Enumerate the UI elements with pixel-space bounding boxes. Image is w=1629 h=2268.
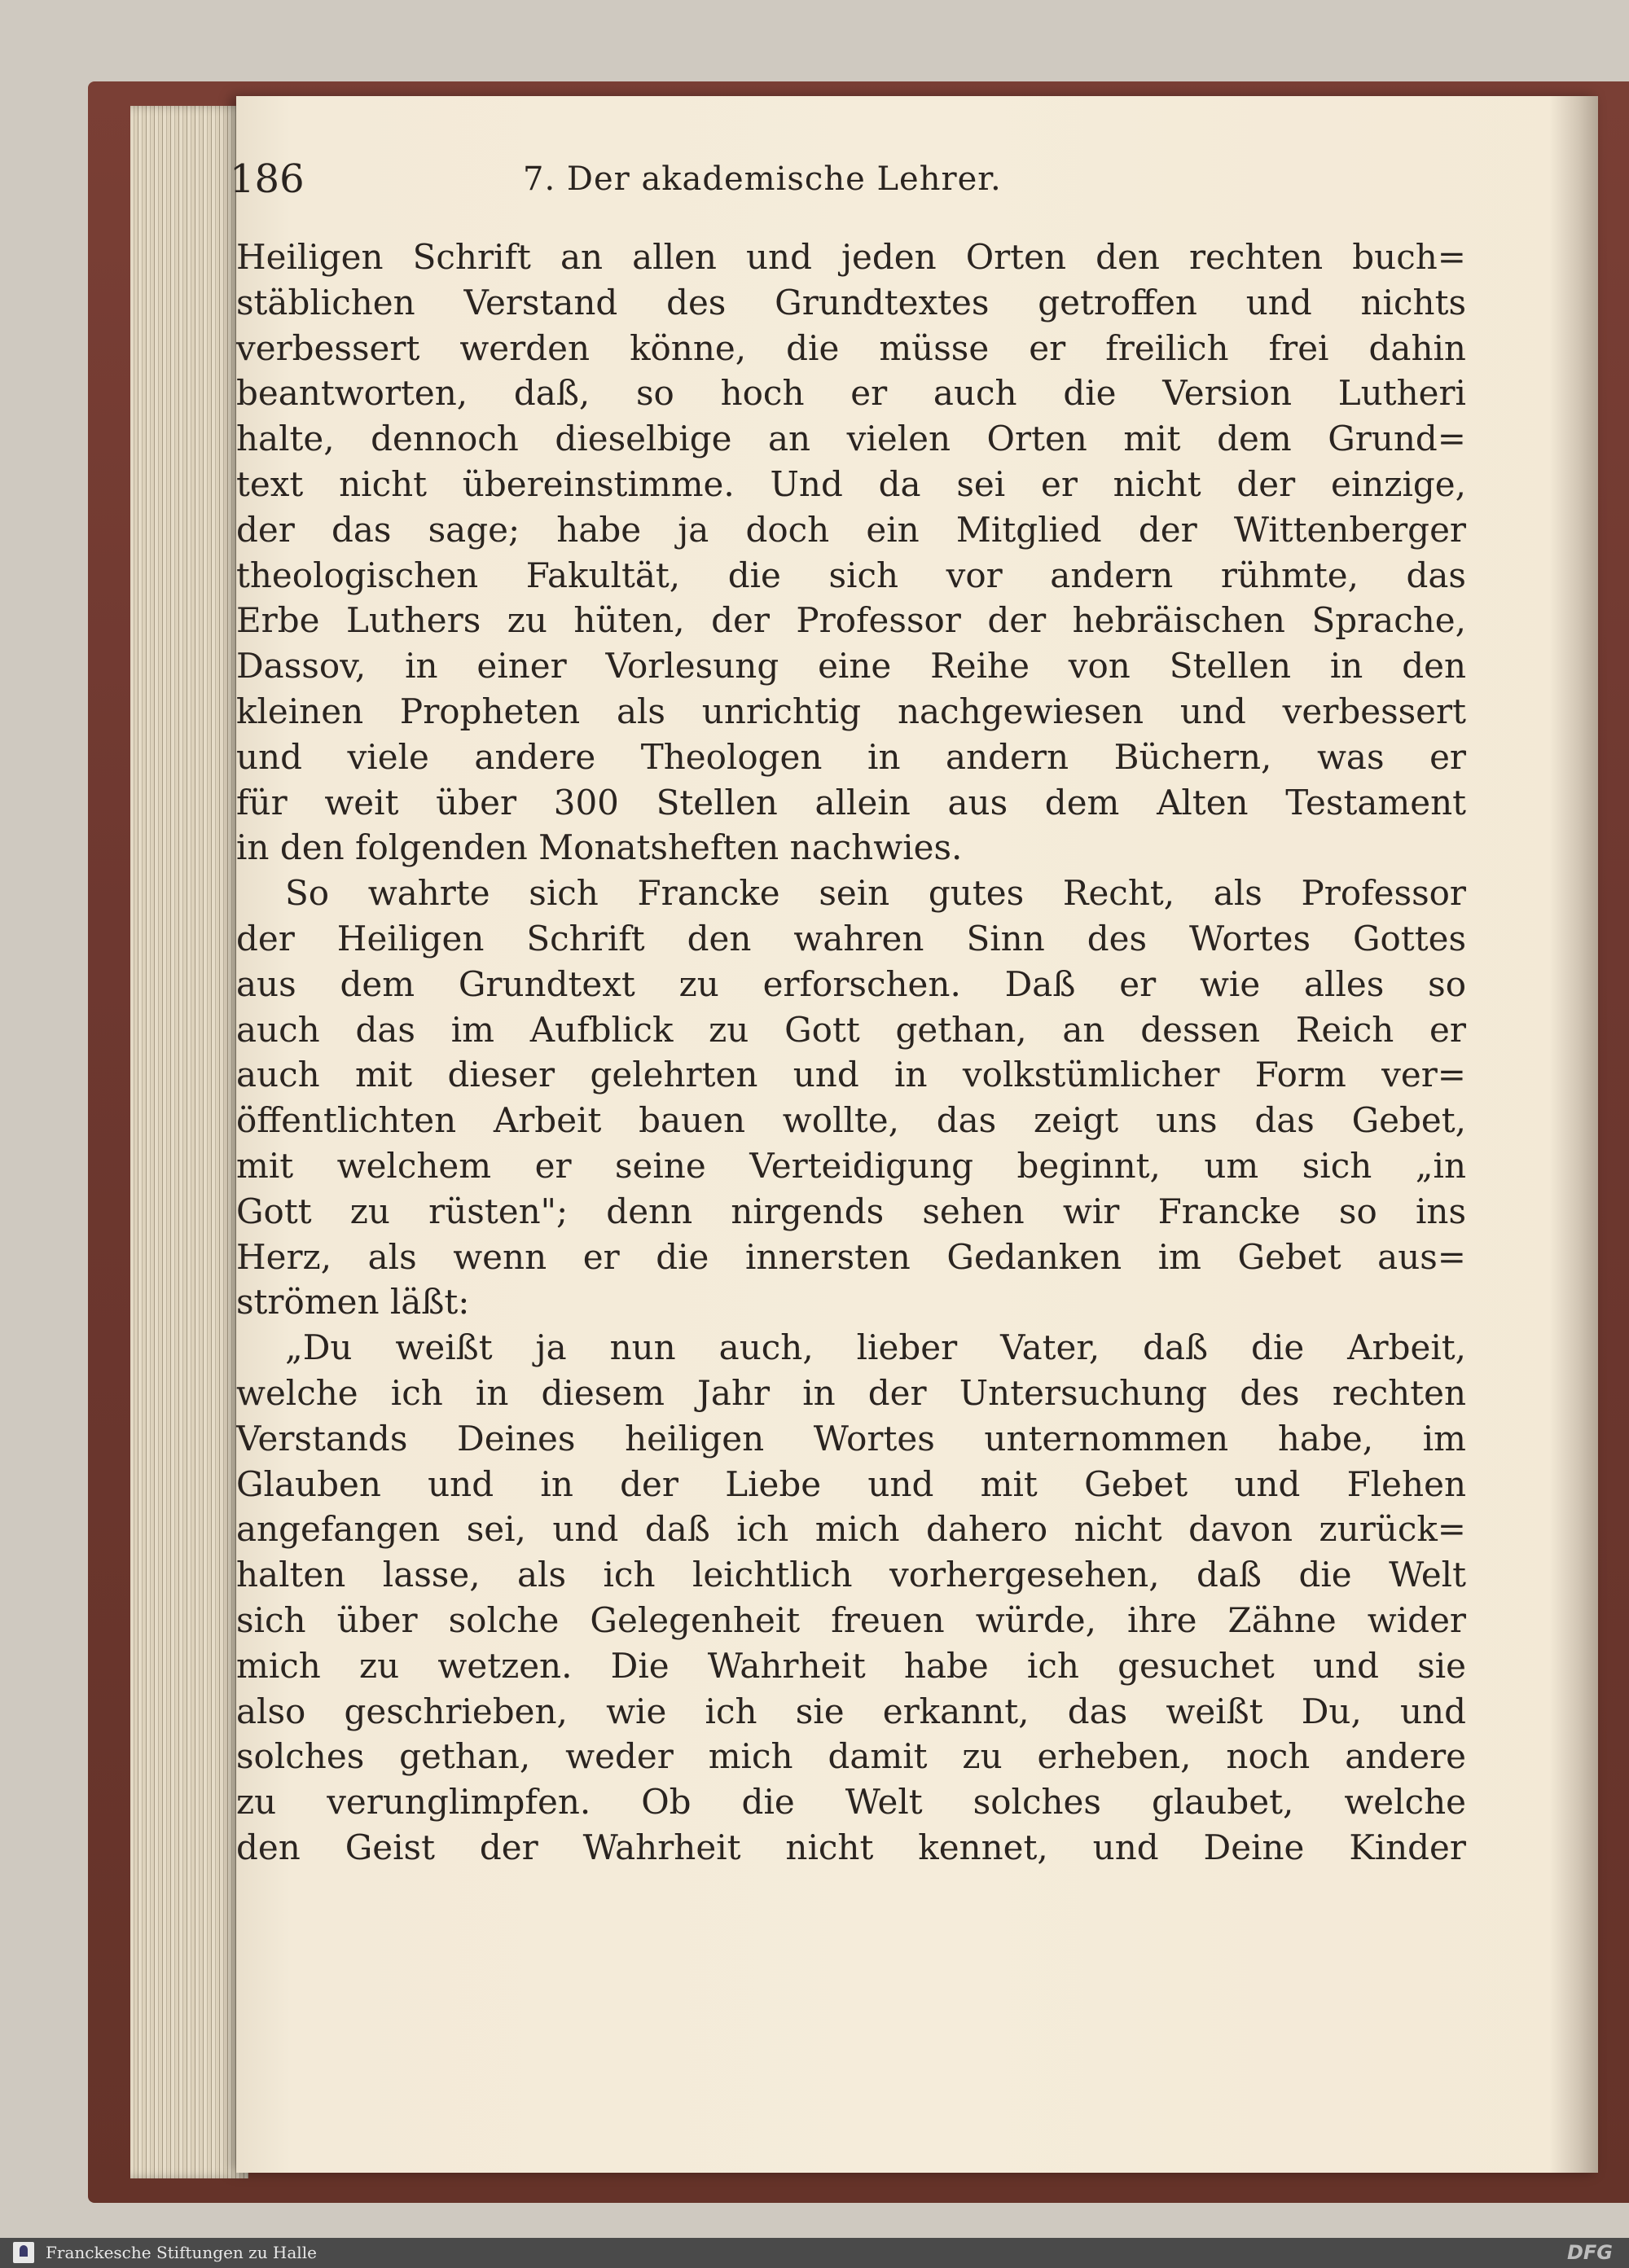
text-line: der das sage; habe ja doch ein Mitglied der Wittenberger [236, 509, 1466, 550]
text-line: mich zu wetzen. Die Wahrheit habe ich gesuchet und sie [236, 1645, 1466, 1686]
text-line: und viele andere Theologen in andern Büchern, was er [236, 736, 1466, 777]
text-line: beantworten, daß, so hoch er auch die Version Lutheri [236, 373, 1466, 414]
body-text [236, 235, 1466, 1871]
text-line: halte, dennoch dieselbige an vielen Orten mit dem Grund= [236, 419, 1466, 459]
institution-logo-icon [13, 2242, 34, 2263]
text-line: solches gethan, weder mich damit zu erheben, noch andere [236, 1736, 1466, 1777]
chapter-title: 7. Der akademische Lehrer. [523, 160, 1002, 198]
text-line: in den folgenden Monatsheften nachwies. [236, 827, 963, 868]
text-line: text nicht übereinstimme. Und da sei er nicht der einzige, [236, 463, 1466, 504]
text-line: Verstands Deines heiligen Wortes unternommen habe, im [236, 1418, 1466, 1459]
text-line: theologischen Fakultät, die sich vor andern rühmte, das [236, 555, 1466, 595]
text-line: zu verunglimpfen. Ob die Welt solches glaubet, welche [236, 1782, 1466, 1823]
page-edges [130, 106, 248, 2178]
gutter-shadow [1549, 96, 1598, 2173]
running-head [230, 147, 1158, 212]
text-line: Glauben und in der Liebe und mit Gebet und Flehen [236, 1463, 1466, 1504]
text-line: aus dem Grundtext zu erforschen. Daß er wie alles so [236, 963, 1466, 1004]
text-line: der Heiligen Schrift den wahren Sinn des Wortes Gottes [236, 918, 1466, 959]
text-line: welche ich in diesem Jahr in der Untersuchung des rechten [236, 1372, 1466, 1413]
text-line: „Du weißt ja nun auch, lieber Vater, daß die Arbeit, [285, 1327, 1466, 1368]
text-line: So wahrte sich Francke sein gutes Recht, als Professor [285, 873, 1466, 914]
text-line: öffentlichten Arbeit bauen wollte, das zeigt uns das Gebet, [236, 1100, 1466, 1141]
text-line: Gott zu rüsten"; denn nirgends sehen wir Francke so ins [236, 1191, 1466, 1231]
text-line: Heiligen Schrift an allen und jeden Orten den rechten buch= [236, 237, 1466, 277]
text-line: also geschrieben, wie ich sie erkannt, das weißt Du, und [236, 1691, 1466, 1731]
funder-logo: DFG [1566, 2241, 1613, 2264]
text-line: stäblichen Verstand des Grundtextes getroffen und nichts [236, 282, 1466, 322]
institution-name: Franckesche Stiftungen zu Halle [46, 2243, 317, 2262]
text-line: Erbe Luthers zu hüten, der Professor der hebräischen Sprache, [236, 600, 1466, 641]
viewer-footer-bar [0, 2238, 1629, 2268]
text-line: auch mit dieser gelehrten und in volkstümlicher Form ver= [236, 1055, 1466, 1095]
text-line: auch das im Aufblick zu Gott gethan, an dessen Reich er [236, 1009, 1466, 1050]
text-line: verbessert werden könne, die müsse er freilich frei dahin [236, 327, 1466, 368]
text-line: strömen läßt: [236, 1282, 470, 1323]
page-number: 186 [230, 156, 305, 202]
text-line: Herz, als wenn er die innersten Gedanken im Gebet aus= [236, 1236, 1466, 1277]
text-line: sich über solche Gelegenheit freuen würde, ihre Zähne wider [236, 1599, 1466, 1640]
text-line: Dassov, in einer Vorlesung eine Reihe von Stellen in den [236, 646, 1466, 687]
text-line: halten lasse, als ich leichtlich vorhergesehen, daß die Welt [236, 1555, 1466, 1595]
text-line: für weit über 300 Stellen allein aus dem Alten Testament [236, 782, 1466, 823]
text-line: mit welchem er seine Verteidigung beginnt, um sich „in [236, 1145, 1466, 1186]
text-line: den Geist der Wahrheit nicht kennet, und Deine Kinder [236, 1827, 1466, 1867]
text-line: kleinen Propheten als unrichtig nachgewiesen und verbessert [236, 691, 1466, 731]
text-line: angefangen sei, und daß ich mich dahero nicht davon zurück= [236, 1509, 1466, 1550]
